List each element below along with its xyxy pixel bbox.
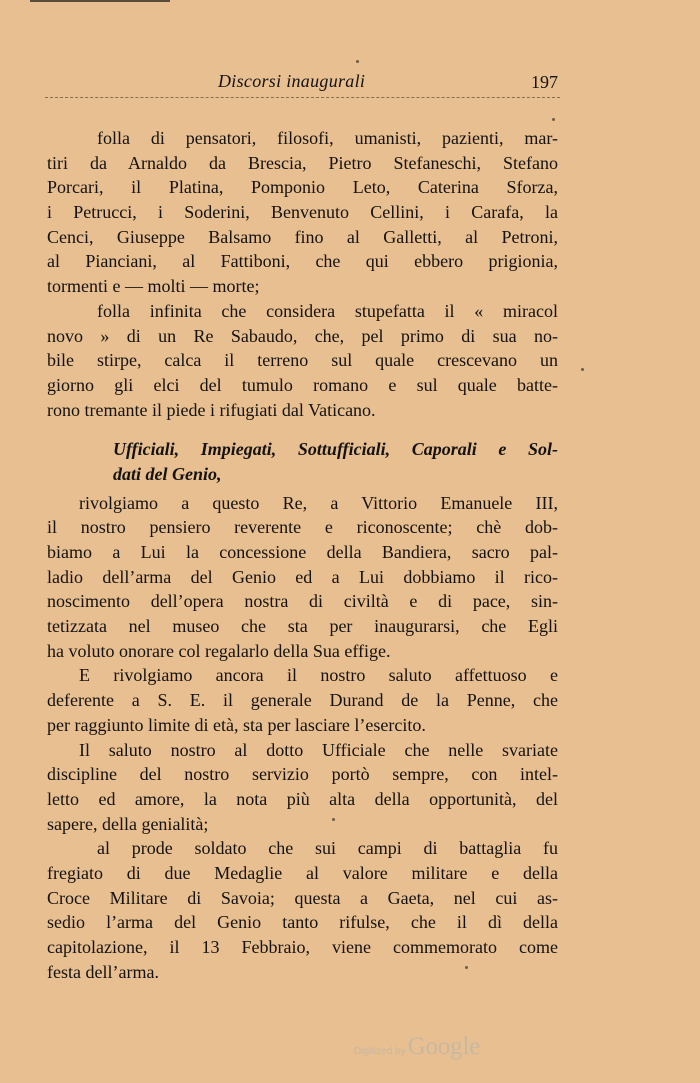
- text-line: i Petrucci, i Soderini, Benvenuto Cellini, i Carafa, la: [47, 202, 558, 223]
- text-line: fregiato di due Medaglie al valore militare e della: [47, 862, 558, 883]
- text-line: folla infinita che considera stupefatta il « miracol: [97, 300, 558, 321]
- text-line: per raggiunto limite di età, sta per lasciare l’esercito.: [47, 714, 426, 735]
- text-line: noscimento dell’opera nostra di civiltà e di pace, sin-: [47, 591, 558, 612]
- italic-address-line: dati del Genio,: [113, 463, 222, 484]
- text-line: Cenci, Giuseppe Balsamo fino al Galletti, al Petroni,: [47, 226, 558, 247]
- scan-mark-top: [30, 0, 170, 2]
- digitized-label: Digitized by: [354, 1046, 406, 1057]
- scan-dot: [581, 368, 584, 371]
- text-line: giorno gli elci del tumulo romano e sul quale batte-: [47, 374, 558, 395]
- text-line: bile stirpe, calca il terreno sul quale crescevano un: [47, 350, 558, 371]
- header-rule: [45, 97, 560, 98]
- text-line: letto ed amore, la nota più alta della opportunità, del: [47, 788, 558, 809]
- text-line: discipline del nostro servizio portò sempre, con intel-: [47, 764, 558, 785]
- google-wordmark: Google: [407, 1033, 481, 1060]
- text-line: tetizzata nel museo che sta per inaugurarsi, che Egli: [47, 616, 558, 637]
- text-line: festa dell’arma.: [47, 961, 159, 982]
- page-header: [45, 70, 560, 104]
- text-line: Croce Militare di Savoia; questa a Gaeta, nel cui as-: [47, 887, 558, 908]
- page-text: [47, 126, 558, 984]
- text-line: tiri da Arnaldo da Brescia, Pietro Stefaneschi, Stefano: [47, 152, 558, 173]
- italic-address-line: Ufficiali, Impiegati, Sottufficiali, Caporali e Sol-: [113, 439, 558, 460]
- text-line: rivolgiamo a questo Re, a Vittorio Emanuele III,: [79, 492, 558, 513]
- text-line: il nostro pensiero reverente e riconoscente; chè dob-: [47, 517, 558, 538]
- text-line: ladio dell’arma del Genio ed a Lui dobbiamo il rico-: [47, 566, 558, 587]
- text-line: novo » di un Re Sabaudo, che, pel primo di sua no-: [47, 325, 558, 346]
- text-line: biamo a Lui la concessione della Bandiera, sacro pal-: [47, 542, 558, 562]
- text-line: tormenti e — molti — morte;: [47, 276, 260, 297]
- text-line: deferente a S. E. il generale Durand de la Penne, che: [47, 690, 558, 711]
- scan-dot: [552, 118, 555, 121]
- page-number: 197: [531, 72, 558, 92]
- text-line: sapere, della genialità;: [47, 813, 209, 834]
- text-line: al prode soldato che sui campi di battaglia fu: [97, 838, 558, 859]
- text-line: Porcari, il Platina, Pomponio Leto, Caterina Sforza,: [47, 177, 558, 198]
- text-line: sedio l’arma del Genio tanto rifulse, che il dì della: [47, 912, 558, 933]
- text-line: E rivolgiamo ancora il nostro saluto affettuoso e: [79, 665, 558, 686]
- running-title: Discorsi inaugurali: [218, 71, 366, 91]
- text-line: al Pianciani, al Fattiboni, che qui ebbero prigionia,: [47, 251, 558, 272]
- text-line: folla di pensatori, filosofi, umanisti, pazienti, mar-: [97, 128, 558, 148]
- text-line: capitolazione, il 13 Febbraio, viene commemorato come: [47, 937, 558, 957]
- digitization-watermark: [354, 1033, 480, 1061]
- text-line: rono tremante il piede i rifugiati dal Vaticano.: [47, 399, 376, 420]
- scan-dot: [356, 60, 359, 63]
- text-line: Il saluto nostro al dotto Ufficiale che nelle svariate: [79, 739, 558, 760]
- text-line: ha voluto onorare col regalarlo della Sua effige.: [47, 640, 391, 661]
